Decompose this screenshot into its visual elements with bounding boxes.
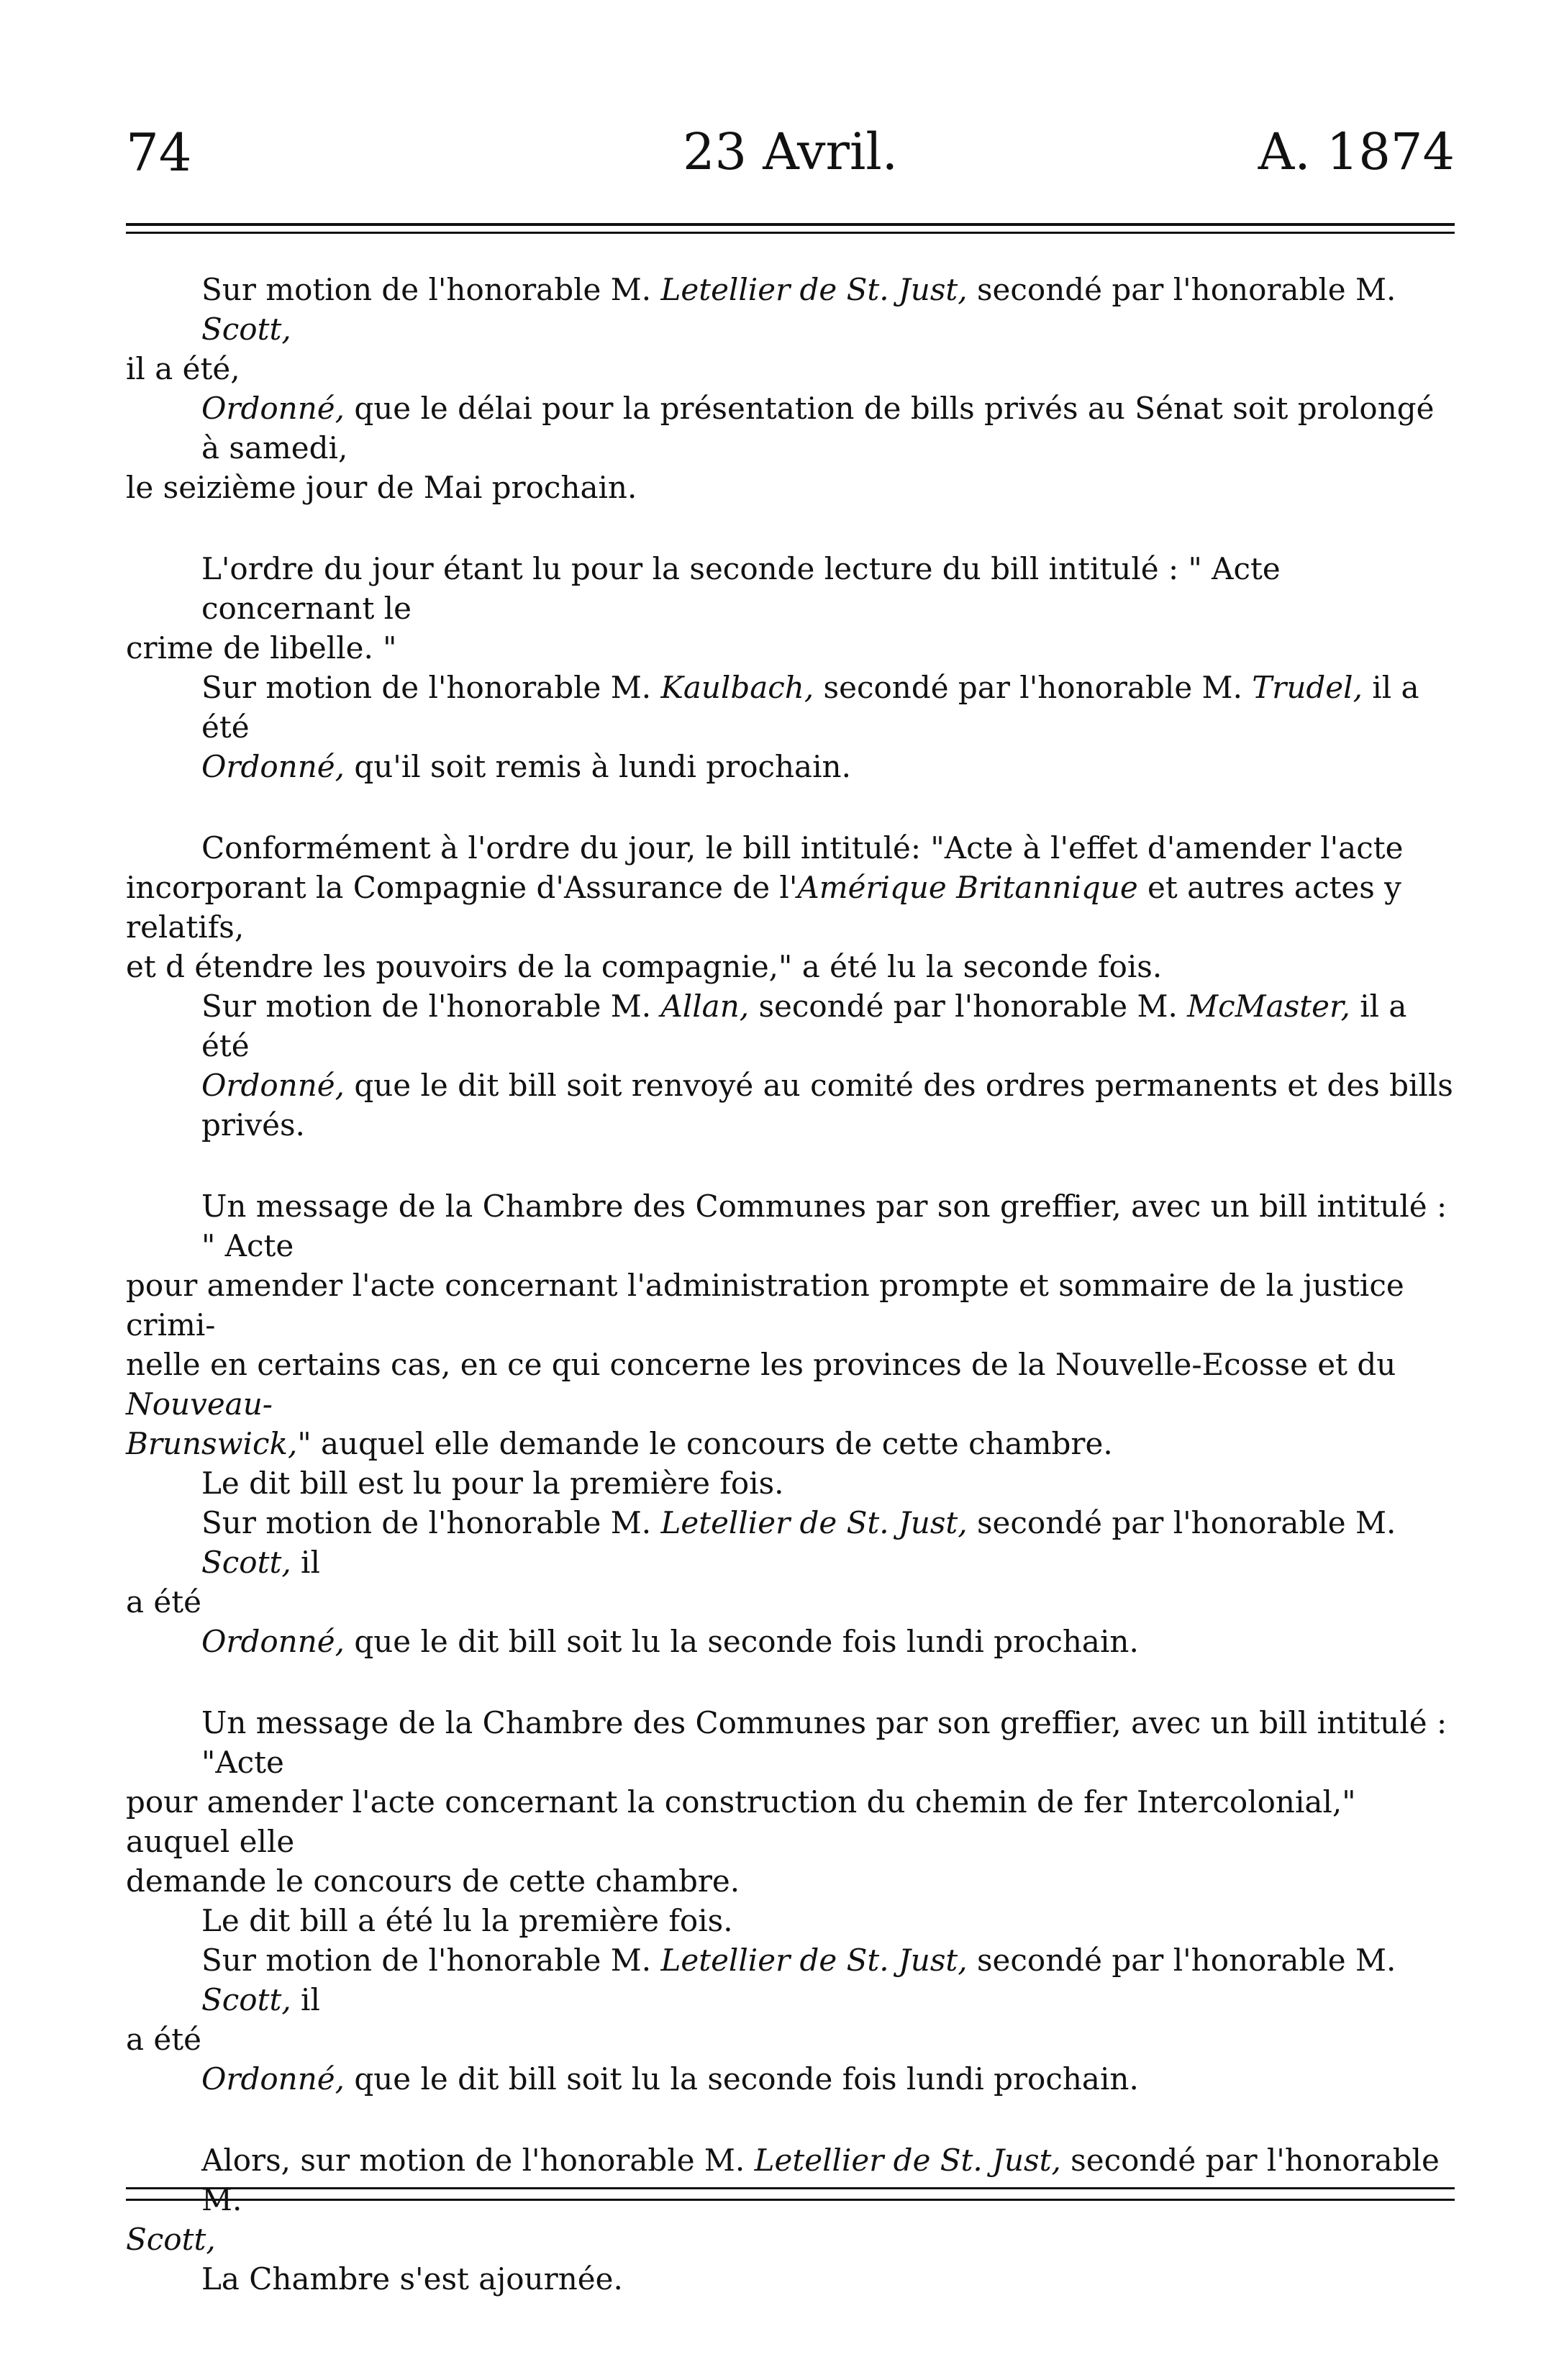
text-line: Ordonné, qu'il soit remis à lundi prochain. [201, 749, 851, 784]
text-line: L'ordre du jour étant lu pour la seconde lecture du bill intitulé : " Acte concernant le [201, 551, 1281, 626]
text-line: demande le concours de cette chambre. [126, 1863, 740, 1899]
page-year: A. 1874 [1258, 122, 1455, 181]
text-line: le seizième jour de Mai prochain. [126, 470, 637, 505]
text-line: Un message de la Chambre des Communes par son greffier, avec un bill intitulé : "Acte [201, 1705, 1447, 1780]
text-line: Conformément à l'ordre du jour, le bill intitulé: "Acte à l'effet d'amender l'acte [201, 830, 1404, 866]
header-rule [126, 223, 1455, 234]
text-line: Brunswick," auquel elle demande le concours de cette chambre. [126, 1426, 1113, 1461]
journal-body [126, 270, 1455, 2340]
text-line: a été [126, 1584, 201, 1620]
paragraph-criminal-justice-bill [126, 1186, 1455, 1661]
paragraph-libel-bill [126, 549, 1455, 786]
text-line: Sur motion de l'honorable M. Allan, secondé par l'honorable M. McMaster, il a été [201, 989, 1407, 1063]
text-line: Sur motion de l'honorable M. Letellier de St. Just, secondé par l'honorable M. Scott, il [201, 1505, 1396, 1580]
text-line: nelle en certains cas, en ce qui concerne les provinces de la Nouvelle-Ecosse et du Nouveau- [126, 1347, 1396, 1422]
text-line: pour amender l'acte concernant l'administration prompte et sommaire de la justice crimi- [126, 1268, 1404, 1343]
text-line: pour amender l'acte concernant la construction du chemin de fer Intercolonial," auquel elle [126, 1784, 1356, 1859]
paragraph-adjournment [126, 2140, 1455, 2299]
paragraph-intercolonial-bill [126, 1703, 1455, 2099]
text-line: Alors, sur motion de l'honorable M. Letellier de St. Just, secondé par l'honorable M. [201, 2143, 1440, 2217]
text-line: crime de libelle. " [126, 630, 397, 666]
footer-rule-upper [126, 2187, 1455, 2189]
page-number: 74 [126, 122, 192, 183]
text-line: et d étendre les pouvoirs de la compagnie," a été lu la seconde fois. [126, 949, 1163, 984]
text-line: Ordonné, que le dit bill soit lu la seconde fois lundi prochain. [201, 2061, 1139, 2097]
text-line: Ordonné, que le dit bill soit renvoyé au comité des ordres permanents et des bills privés. [201, 1068, 1453, 1143]
text-line: Le dit bill a été lu la première fois. [201, 1903, 733, 1938]
text-line: il a été, [126, 351, 240, 386]
text-line: La Chambre s'est ajournée. [201, 2261, 623, 2297]
text-line: Sur motion de l'honorable M. Letellier de St. Just, secondé par l'honorable M. Scott, il [201, 1943, 1396, 2017]
text-line: Le dit bill est lu pour la première fois. [201, 1466, 784, 1501]
footer-rule-lower [126, 2199, 1455, 2201]
text-line: Scott, [126, 2222, 216, 2257]
text-line: Sur motion de l'honorable M. Letellier de St. Just, secondé par l'honorable M. Scott, [201, 272, 1396, 347]
page-header [126, 122, 1455, 194]
text-line: Ordonné, que le dit bill soit lu la seconde fois lundi prochain. [201, 1624, 1139, 1659]
page-date: 23 Avril. [682, 122, 899, 181]
text-line: Ordonné, que le délai pour la présentation de bills privés au Sénat soit prolongé à samedi, [201, 391, 1435, 465]
text-line: Sur motion de l'honorable M. Kaulbach, secondé par l'honorable M. Trudel, il a été [201, 670, 1419, 745]
paragraph-senate-bills-deadline [126, 270, 1455, 507]
text-line: incorporant la Compagnie d'Assurance de l'Amérique Britannique et autres actes y relatifs, [126, 870, 1401, 945]
text-line: Un message de la Chambre des Communes par son greffier, avec un bill intitulé : " Acte [201, 1189, 1447, 1263]
text-line: a été [126, 2022, 201, 2057]
paragraph-insurance-bill [126, 828, 1455, 1145]
